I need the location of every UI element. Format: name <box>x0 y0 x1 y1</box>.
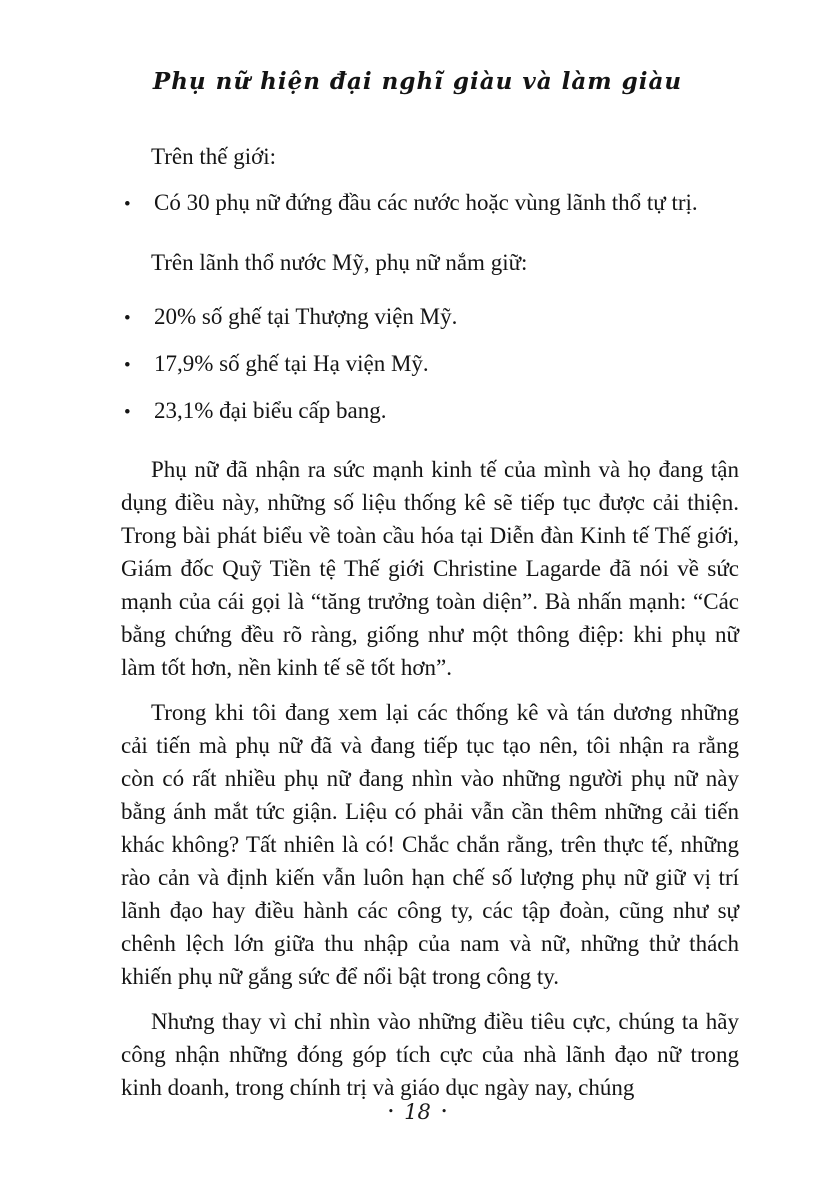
body-paragraph: Phụ nữ đã nhận ra sức mạnh kinh tế của mình và họ đang tận dụng điều này, những số liệu thống kê sẽ tiếp tục được cải thiện. Trong bài phát biểu về toàn cầu hóa tại Diễn đàn Kinh tế Thế giới, Giám đốc Quỹ Tiền tệ Thế giới Christine Lagarde đã nói về sức mạnh của cái gọi là “tăng trưởng toàn diện”. Bà nhấn mạnh: “Các bằng chứng đều rõ ràng, giống như một thông điệp: khi phụ nữ làm tốt hơn, nền kinh tế sẽ tốt hơn”. <box>121 457 739 680</box>
text-block <box>121 140 739 1104</box>
list-item <box>121 186 739 221</box>
folio-number: 18 <box>404 1100 431 1124</box>
intro-line-world: Trên thế giới: <box>151 144 277 169</box>
us-stats-list <box>121 300 739 429</box>
list-item <box>121 394 739 429</box>
world-stats-list <box>121 186 739 221</box>
bullet-icon: • <box>124 355 131 376</box>
bullet-icon: • <box>124 308 131 329</box>
folio-dot-right: • <box>440 1105 448 1118</box>
list-item-text: 20% số ghế tại Thượng viện Mỹ. <box>154 304 458 329</box>
bullet-icon: • <box>124 402 131 423</box>
list-item-text: 17,9% số ghế tại Hạ viện Mỹ. <box>154 351 429 376</box>
folio-dot-left: • <box>387 1105 395 1118</box>
list-item <box>121 300 739 335</box>
intro-line-us: Trên lãnh thổ nước Mỹ, phụ nữ nắm giữ: <box>151 250 528 275</box>
list-item-text: 23,1% đại biểu cấp bang. <box>154 398 387 423</box>
bullet-icon: • <box>124 194 131 215</box>
body-paragraph: Trong khi tôi đang xem lại các thống kê và tán dương những cải tiến mà phụ nữ đã và đang tiếp tục tạo nên, tôi nhận ra rằng còn có rất nhiều phụ nữ đang nhìn vào những người phụ nữ này bằng ánh mắt tức giận. Liệu có phải vẫn cần thêm những cải tiến khác không? Tất nhiên là có! Chắc chắn rằng, trên thực tế, những rào cản và định kiến vẫn luôn hạn chế số lượng phụ nữ giữ vị trí lãnh đạo hay điều hành các công ty, các tập đoàn, cũng như sự chênh lệch lớn giữa thu nhập của nam và nữ, những thử thách khiến phụ nữ gắng sức để nổi bật trong công ty. <box>121 700 739 989</box>
page-number <box>0 1100 835 1124</box>
body-paragraph: Nhưng thay vì chỉ nhìn vào những điều tiêu cực, chúng ta hãy công nhận những đóng góp tích cực của nhà lãnh đạo nữ trong kinh doanh, trong chính trị và giáo dục ngày nay, chúng <box>121 1009 739 1100</box>
running-header: Phụ nữ hiện đại nghĩ giàu và làm giàu <box>152 68 683 95</box>
list-item-text: Có 30 phụ nữ đứng đầu các nước hoặc vùng lãnh thổ tự trị. <box>154 190 698 215</box>
list-item <box>121 347 739 382</box>
